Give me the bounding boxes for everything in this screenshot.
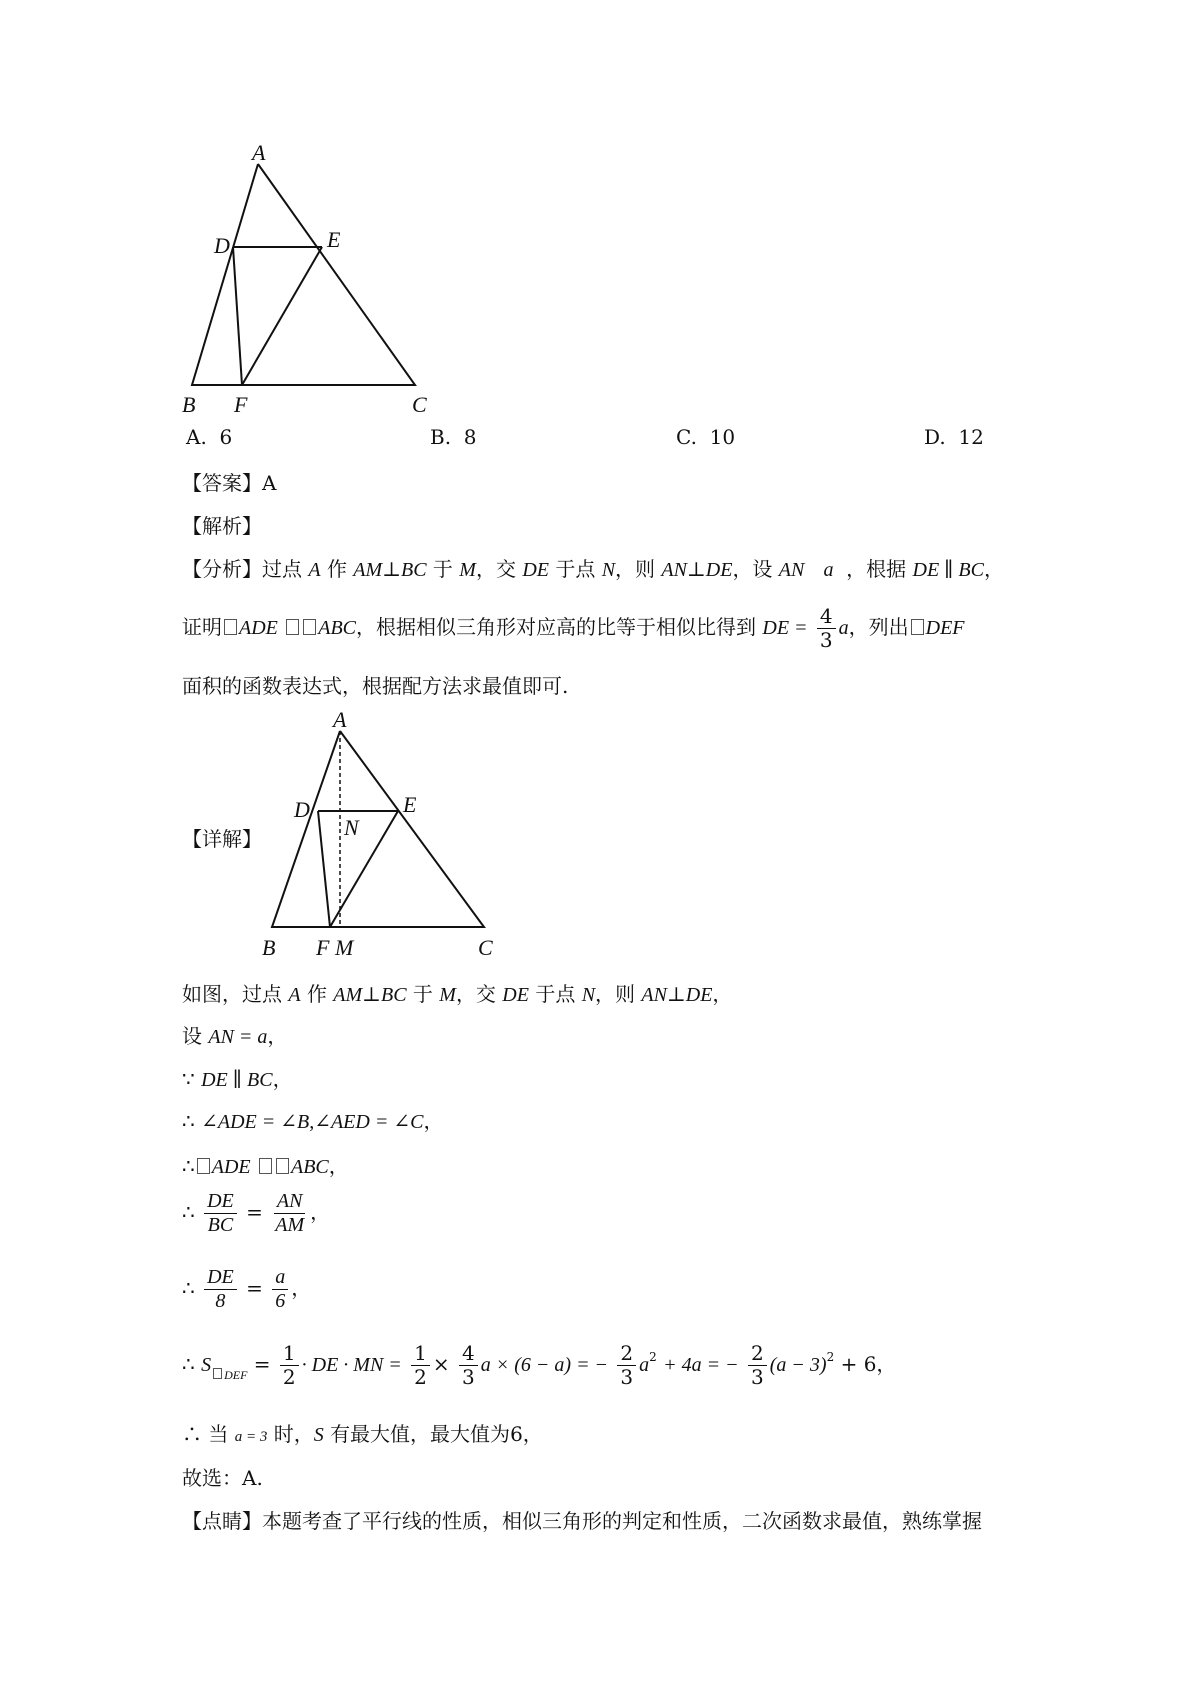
solution-line-10: 故选：A. <box>182 1466 263 1490</box>
label-e: E <box>403 792 417 817</box>
solution-line-6: ∴ $\frac{DE}{BC}$ = $\frac{AN}{AM}$ ， <box>182 1190 331 1236</box>
segment-ef <box>242 247 322 385</box>
solution-line-5: ∴ ADE ABC， <box>182 1154 349 1178</box>
label-a: A <box>252 140 266 165</box>
label-d: D <box>294 797 310 822</box>
triangle-symbol <box>197 1158 210 1174</box>
solution-line-9: ∴ 当 a = 3 时，S 有最大值，最大值为6， <box>182 1422 543 1446</box>
similar-symbol <box>286 619 299 635</box>
option-c: C. 10 <box>676 425 736 449</box>
dianjing-line <box>182 1505 982 1534</box>
triangle-symbol <box>911 619 924 635</box>
figure-triangle-altitude <box>260 705 510 965</box>
fraction-de-bc: $\frac{DE}{BC}$ <box>204 1190 237 1237</box>
fraction-2-3: $\frac{2}{3}$ <box>617 1342 636 1389</box>
label-n: N <box>344 815 359 840</box>
solution-line-1: 如图，过点 A 作 AM⊥BC 于 M，交 DE 于点 N，则 AN⊥DE， <box>182 982 733 1006</box>
label-m: M <box>335 935 354 960</box>
fraction-4-3: $\frac{4}{3}$ <box>817 605 836 652</box>
option-a: A. 6 <box>186 425 233 449</box>
solution-line-8: ∴ S $_{DEF}$ = $\frac{1}{2}$ · DE · MN = $\frac{1}{2}$ × $\frac{4}{3}$ a × (6 − a) = − $\frac{2}{3}$ $a^2 + 4a$ = − $\frac{2}{3}$ $(a - 3)^2 + 6$， <box>182 1341 897 1389</box>
triangle-symbol <box>224 619 237 635</box>
label-b: B <box>182 392 196 417</box>
label-e: E <box>327 227 341 252</box>
fraction-de-8: $\frac{DE}{8}$ <box>204 1266 237 1313</box>
label-b: B <box>262 935 276 960</box>
triangle-symbol <box>213 1368 222 1379</box>
segment-df <box>233 247 242 385</box>
answer-line <box>182 467 276 496</box>
similar-symbol <box>276 1158 289 1174</box>
option-d: D. 12 <box>924 425 984 449</box>
fraction-an-am: $\frac{AN}{AM}$ <box>275 1190 305 1236</box>
label-c: C <box>478 935 493 960</box>
solution-line-3: ∵ DE ∥ BC， <box>182 1067 293 1091</box>
xiangjie-tag: 【详解】 <box>182 827 262 851</box>
fraction-1-2: $\frac{1}{2}$ <box>280 1342 299 1389</box>
answer-value: A <box>262 471 277 495</box>
fraction-2-3: $\frac{2}{3}$ <box>748 1342 767 1389</box>
dianjing-tag: 【点睛】 <box>182 1509 262 1533</box>
fenxi-line-2: 证明 ADE ABC，根据相似三角形对应高的比等于相似比得到 DE = $\frac{4}{3}$ a，列出 DEF <box>182 604 965 652</box>
segment-df <box>318 811 330 927</box>
solution-line-7: ∴ $\frac{DE}{8}$ = $\frac{a}{6}$ ， <box>182 1266 312 1312</box>
label-f: F <box>234 392 248 417</box>
option-b: B. 8 <box>430 425 477 449</box>
label-d: D <box>214 233 230 258</box>
triangle-abc <box>272 731 484 927</box>
analysis-tag: 【解析】 <box>182 514 262 538</box>
fenxi-line-3: 面积的函数表达式，根据配方法求最值即可. <box>182 674 569 698</box>
label-c: C <box>412 392 427 417</box>
solution-line-4: ∴ ∠ADE = ∠B,∠AED = ∠C， <box>182 1109 444 1133</box>
fraction-a-6: $\frac{a}{6}$ <box>272 1266 288 1313</box>
similar-symbol <box>303 619 316 635</box>
label-f: F <box>316 935 330 960</box>
solution-line-2: 设 AN = a， <box>182 1024 288 1048</box>
label-a: A <box>333 707 347 732</box>
fraction-1-2: $\frac{1}{2}$ <box>411 1342 430 1389</box>
dianjing-text: 本题考查了平行线的性质，相似三角形的判定和性质，二次函数求最值，熟练掌握 <box>262 1509 982 1533</box>
triangle-abc <box>192 164 415 385</box>
figure-triangle-def <box>180 140 440 425</box>
fraction-4-3: $\frac{4}{3}$ <box>459 1342 478 1389</box>
answer-tag: 【答案】 <box>182 471 262 495</box>
similar-symbol <box>259 1158 272 1174</box>
fenxi-line-1: 【分析】过点 A 作 AM⊥BC 于 M，交 DE 于点 N，则 AN⊥DE，设 AN a ，根据 DE ∥ BC， <box>182 557 1004 581</box>
